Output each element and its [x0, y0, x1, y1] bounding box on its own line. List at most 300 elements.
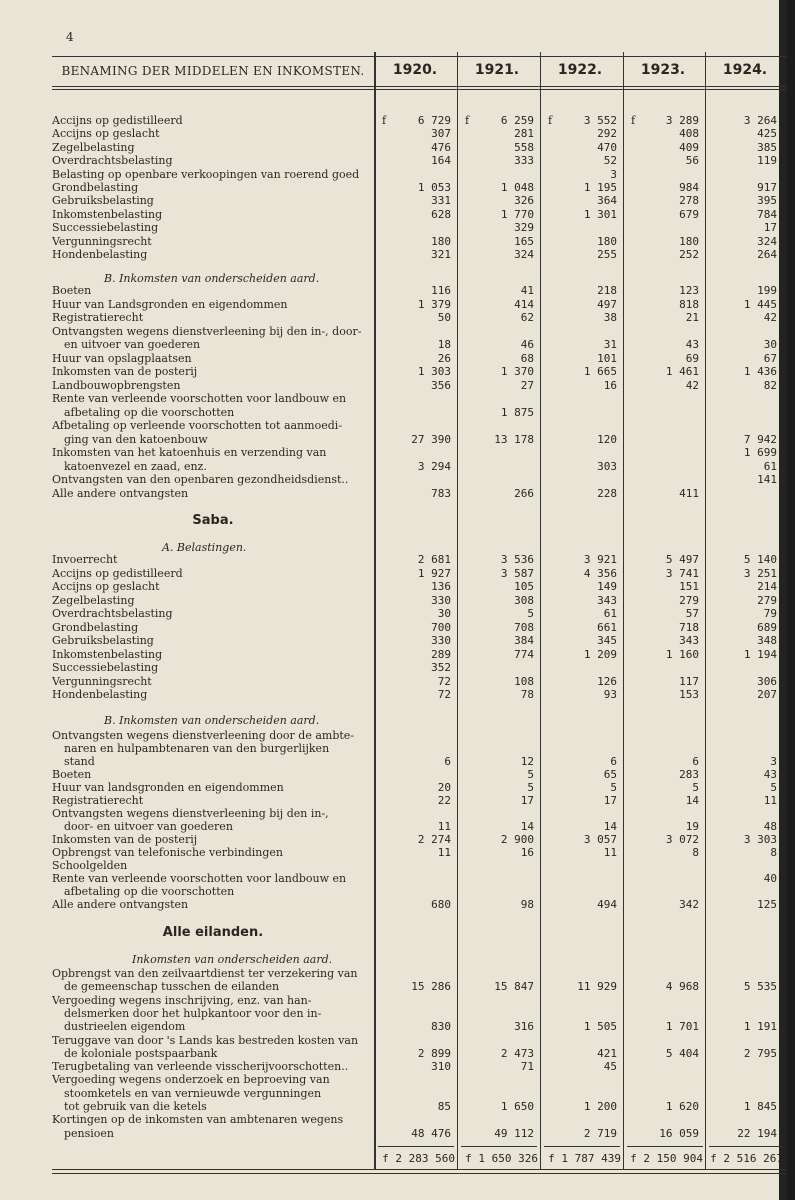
- row-label: Gebruiksbelasting: [52, 194, 154, 208]
- value-cell: 1 053: [417, 181, 451, 194]
- value-cell: 3 741: [665, 566, 699, 580]
- row-label: stand: [64, 755, 95, 768]
- table-row: [52, 1127, 782, 1140]
- value-cell: 1 650: [500, 1100, 534, 1113]
- value-cell: 14: [603, 820, 617, 833]
- row-label: Zegelbelasting: [52, 593, 135, 607]
- value-cell: 1 875: [500, 405, 534, 419]
- value-cell: 984: [679, 181, 699, 194]
- row-label: Inkomsten van de posterij: [52, 365, 198, 378]
- value-cell: 1 209: [583, 647, 617, 661]
- value-cell: 20: [437, 781, 451, 794]
- header-rule-top: [52, 56, 786, 57]
- value-cell: 1 048: [500, 181, 534, 194]
- value-cell: 153: [679, 688, 699, 701]
- value-cell: 917: [757, 181, 777, 194]
- total-value-1920: f 2 283 560: [382, 1152, 455, 1165]
- value-cell: 11: [437, 820, 451, 833]
- value-cell: 352: [431, 661, 451, 674]
- value-cell: 289: [431, 647, 451, 661]
- row-label: de gemeenschap tusschen de eilanden: [64, 980, 280, 994]
- value-cell: 281: [514, 127, 534, 141]
- row-label: Landbouwopbrengsten: [52, 378, 181, 392]
- value-cell: 3 264: [743, 114, 777, 127]
- row-label: Accijns op gedistilleerd: [52, 566, 183, 580]
- table-row: [52, 621, 782, 634]
- table-row: [52, 284, 782, 297]
- table-row: [52, 114, 782, 127]
- value-cell: 385: [757, 140, 777, 154]
- value-cell: 476: [431, 140, 451, 154]
- table-row: [52, 154, 782, 167]
- section-subheading-text: B. Inkomsten van onderscheiden aard.: [104, 714, 320, 727]
- row-label: Overdrachtsbelasting: [52, 154, 173, 168]
- total-value-1921: f 1 650 326: [465, 1152, 538, 1165]
- value-cell: 228: [597, 486, 617, 500]
- row-label: Ontvangsten van den openbaren gezondheidsdienst..: [52, 473, 349, 486]
- table-row: [52, 820, 782, 833]
- value-cell: 3 552: [583, 114, 617, 127]
- value-cell: 214: [757, 580, 777, 593]
- column-header-label: BENAMING DER MIDDELEN EN INKOMSTEN.: [61, 64, 365, 78]
- value-cell: 57: [685, 607, 699, 620]
- table-row: [52, 338, 782, 351]
- table-row: [52, 1007, 782, 1020]
- value-cell: 43: [763, 768, 777, 781]
- value-cell: 101: [597, 351, 617, 365]
- table-row: [52, 885, 782, 898]
- table-row: [52, 1113, 782, 1126]
- currency-mark: f: [548, 114, 553, 127]
- row-label: delsmerken door het hulpkantoor voor den in-: [64, 1006, 322, 1020]
- row-label: Inkomsten van het katoenhuis en verzending van: [52, 446, 327, 459]
- value-cell: 6 259: [500, 114, 534, 127]
- row-label: Vergoeding wegens onderzoek en beproeving van: [52, 1073, 330, 1087]
- value-cell: 1 191: [743, 1020, 777, 1034]
- column-header-year: 1920.: [392, 62, 438, 78]
- value-cell: 5: [610, 781, 617, 794]
- total-value-1922: f 1 787 439: [548, 1152, 621, 1165]
- section-subheading-text: A. Belastingen.: [162, 541, 247, 554]
- row-label: Huur van Landsgronden en eigendommen: [52, 297, 288, 311]
- value-cell: 329: [514, 221, 534, 235]
- table-row: [52, 794, 782, 807]
- value-cell: 1 665: [583, 365, 617, 378]
- row-label: dustrieelen eigendom: [64, 1020, 186, 1034]
- row-label: Hondenbelasting: [52, 248, 148, 261]
- value-cell: 17: [763, 221, 777, 235]
- row-label: Afbetaling op verleende voorschotten tot aanmoedi-: [52, 419, 342, 432]
- row-label: afbetaling op die voorschotten: [64, 405, 235, 419]
- value-cell: 1 461: [665, 365, 699, 378]
- value-cell: 279: [679, 593, 699, 607]
- table-row: [52, 634, 782, 647]
- table-row: [52, 392, 782, 405]
- table-row: [52, 352, 782, 365]
- value-cell: 784: [757, 207, 777, 221]
- row-label: Ontvangsten wegens dienstverleening bij den in-, door-: [52, 324, 362, 338]
- value-cell: 818: [679, 297, 699, 311]
- value-cell: 119: [757, 154, 777, 168]
- value-cell: 105: [514, 580, 534, 593]
- value-cell: 180: [597, 234, 617, 248]
- value-cell: 6: [444, 755, 451, 768]
- table-row: [52, 235, 782, 248]
- table-row: [52, 994, 782, 1007]
- table-row: [52, 325, 782, 338]
- value-cell: 3 057: [583, 833, 617, 846]
- table-row: [52, 833, 782, 846]
- value-cell: 126: [597, 674, 617, 688]
- value-cell: 1 445: [743, 297, 777, 311]
- value-cell: 3 303: [743, 833, 777, 846]
- table-row: [52, 859, 782, 872]
- value-cell: 165: [514, 234, 534, 248]
- value-cell: 1 370: [500, 365, 534, 378]
- value-cell: 7 942: [743, 432, 777, 446]
- value-cell: 164: [431, 154, 451, 168]
- row-label: Teruggave van door 's Lands kas bestreden kosten van: [52, 1033, 359, 1047]
- value-cell: 125: [757, 898, 777, 911]
- row-label: Schoolgelden: [52, 859, 128, 872]
- value-cell: 151: [679, 580, 699, 593]
- table-row: [52, 729, 782, 742]
- value-cell: 414: [514, 297, 534, 311]
- row-label: Rente van verleende voorschotten voor landbouw en: [52, 392, 347, 405]
- value-cell: 8: [770, 846, 777, 859]
- value-cell: 324: [514, 248, 534, 261]
- value-cell: 14: [520, 820, 534, 833]
- value-cell: 123: [679, 284, 699, 297]
- value-cell: 708: [514, 620, 534, 634]
- value-cell: 49 112: [494, 1126, 534, 1140]
- value-cell: 278: [679, 194, 699, 208]
- value-cell: 6: [692, 755, 699, 768]
- table-row: [52, 846, 782, 859]
- value-cell: 1 379: [417, 297, 451, 311]
- value-cell: 252: [679, 248, 699, 261]
- value-cell: 5 404: [665, 1046, 699, 1060]
- value-cell: 15 286: [411, 980, 451, 994]
- value-cell: 264: [757, 248, 777, 261]
- value-cell: 30: [437, 607, 451, 620]
- value-cell: 324: [757, 234, 777, 248]
- table-row: [52, 194, 782, 207]
- row-label: Invoerrecht: [52, 553, 118, 566]
- value-cell: 141: [757, 473, 777, 486]
- value-cell: 16: [603, 378, 617, 392]
- value-cell: 18: [437, 338, 451, 351]
- row-label: Boeten: [52, 284, 92, 297]
- section-title-saba: Saba.: [192, 513, 234, 528]
- currency-mark: f: [465, 114, 470, 127]
- row-label: Boeten: [52, 768, 92, 781]
- section-subheading-text: B. Inkomsten van onderscheiden aard.: [104, 272, 320, 285]
- value-cell: 72: [437, 688, 451, 701]
- table-row: [52, 379, 782, 392]
- row-label: Vergunningsrecht: [52, 234, 152, 248]
- value-cell: 679: [679, 207, 699, 221]
- section-subheading: [52, 541, 782, 554]
- value-cell: 85: [437, 1100, 451, 1113]
- value-cell: 1 770: [500, 207, 534, 221]
- value-cell: 558: [514, 140, 534, 154]
- row-label: Inkomstenbelasting: [52, 647, 163, 661]
- value-cell: 1 436: [743, 365, 777, 378]
- total-rule: [544, 1146, 620, 1147]
- row-label: Vergoeding wegens inschrijving, enz. van han-: [52, 993, 312, 1007]
- value-cell: 411: [679, 486, 699, 500]
- value-cell: 68: [520, 351, 534, 365]
- value-cell: 321: [431, 248, 451, 261]
- value-cell: 2 795: [743, 1046, 777, 1060]
- value-cell: 774: [514, 647, 534, 661]
- value-cell: 494: [597, 898, 617, 911]
- table-row: [52, 675, 782, 688]
- value-cell: 136: [431, 580, 451, 593]
- value-cell: 13 178: [494, 432, 534, 446]
- section-subheading: [52, 714, 782, 727]
- table-row: [52, 1034, 782, 1047]
- value-cell: 48 476: [411, 1126, 451, 1140]
- row-label: Registratierecht: [52, 311, 144, 324]
- value-cell: 11 929: [577, 980, 617, 994]
- table-row: [52, 1060, 782, 1073]
- value-cell: 149: [597, 580, 617, 593]
- table-row: [52, 473, 782, 486]
- currency-mark: f: [631, 114, 636, 127]
- row-label: Vergunningsrecht: [52, 674, 152, 688]
- table-row: [52, 248, 782, 261]
- value-cell: 1 303: [417, 365, 451, 378]
- total-rule: [461, 1146, 537, 1147]
- value-cell: 279: [757, 593, 777, 607]
- row-label: Ontvangsten wegens dienstverleening door de ambte-: [52, 729, 355, 742]
- value-cell: 2 274: [417, 833, 451, 846]
- value-cell: 384: [514, 634, 534, 647]
- total-value-1924: f 2 516 267: [710, 1152, 783, 1165]
- table-row: [52, 781, 782, 794]
- table-row: [52, 567, 782, 580]
- value-cell: 1 620: [665, 1100, 699, 1113]
- row-label: Huur van landsgronden en eigendommen: [52, 781, 284, 794]
- value-cell: 218: [597, 284, 617, 297]
- value-cell: 3 294: [417, 459, 451, 473]
- value-cell: 6 729: [417, 114, 451, 127]
- column-header-year: 1922.: [557, 62, 603, 78]
- value-cell: 3 536: [500, 553, 534, 566]
- value-cell: 11: [437, 846, 451, 859]
- value-cell: 331: [431, 194, 451, 208]
- table-row: [52, 807, 782, 820]
- value-cell: 46: [520, 338, 534, 351]
- value-cell: 2 899: [417, 1046, 451, 1060]
- value-cell: 316: [514, 1020, 534, 1034]
- value-cell: 11: [603, 846, 617, 859]
- value-cell: 82: [763, 378, 777, 392]
- value-cell: 48: [763, 820, 777, 833]
- table-row: [52, 1020, 782, 1033]
- value-cell: 5 140: [743, 553, 777, 566]
- value-cell: 6: [610, 755, 617, 768]
- header-rule-bottom-double: [52, 89, 786, 90]
- row-label: Huur van opslagplaatsen: [52, 351, 192, 365]
- value-cell: 117: [679, 674, 699, 688]
- value-cell: 8: [692, 846, 699, 859]
- value-cell: 22: [437, 794, 451, 807]
- currency-mark: f: [382, 114, 387, 127]
- value-cell: 470: [597, 140, 617, 154]
- value-cell: 180: [679, 234, 699, 248]
- value-cell: 207: [757, 688, 777, 701]
- value-cell: 1 194: [743, 647, 777, 661]
- value-cell: 5 497: [665, 553, 699, 566]
- value-cell: 308: [514, 593, 534, 607]
- table-row: [52, 181, 782, 194]
- value-cell: 65: [603, 768, 617, 781]
- table-row: [52, 648, 782, 661]
- row-label: en uitvoer van goederen: [64, 338, 201, 351]
- column-header-year: 1921.: [474, 62, 520, 78]
- value-cell: 26: [437, 351, 451, 365]
- value-cell: 40: [763, 872, 777, 885]
- value-cell: 27: [520, 378, 534, 392]
- value-cell: 326: [514, 194, 534, 208]
- row-label: Terugbetaling van verleende visscherijvoorschotten..: [52, 1060, 349, 1074]
- row-label: ging van den katoenbouw: [64, 432, 208, 446]
- column-header-year: 1923.: [640, 62, 686, 78]
- value-cell: 3 921: [583, 553, 617, 566]
- value-cell: 30: [763, 338, 777, 351]
- table-row: [52, 168, 782, 181]
- value-cell: 21: [685, 311, 699, 324]
- value-cell: 5 535: [743, 980, 777, 994]
- value-cell: 31: [603, 338, 617, 351]
- row-label: Alle andere ontvangsten: [52, 898, 189, 911]
- value-cell: 689: [757, 620, 777, 634]
- table-row: [52, 406, 782, 419]
- bottom-rule: [52, 1169, 786, 1170]
- value-cell: 283: [679, 768, 699, 781]
- table-row: [52, 446, 782, 459]
- value-cell: 395: [757, 194, 777, 208]
- value-cell: 680: [431, 898, 451, 911]
- value-cell: 1 699: [743, 446, 777, 459]
- value-cell: 4 968: [665, 980, 699, 994]
- value-cell: 1 301: [583, 207, 617, 221]
- value-cell: 62: [520, 311, 534, 324]
- table-row: [52, 1073, 782, 1086]
- table-row: [52, 580, 782, 593]
- value-cell: 3 289: [665, 114, 699, 127]
- value-cell: 292: [597, 127, 617, 141]
- value-cell: 14: [685, 794, 699, 807]
- value-cell: 12: [520, 755, 534, 768]
- value-cell: 345: [597, 634, 617, 647]
- value-cell: 307: [431, 127, 451, 141]
- value-cell: 3 251: [743, 566, 777, 580]
- table-row: [52, 1047, 782, 1060]
- total-value-1923: f 2 150 904: [630, 1152, 703, 1165]
- value-cell: 199: [757, 284, 777, 297]
- total-rule: [627, 1146, 703, 1147]
- value-cell: 255: [597, 248, 617, 261]
- value-cell: 69: [685, 351, 699, 365]
- table-row: [52, 688, 782, 701]
- value-cell: 3 072: [665, 833, 699, 846]
- value-cell: 2 719: [583, 1126, 617, 1140]
- value-cell: 42: [763, 311, 777, 324]
- value-cell: 180: [431, 234, 451, 248]
- row-label: Grondbelasting: [52, 181, 139, 194]
- value-cell: 342: [679, 898, 699, 911]
- row-label: Belasting op openbare verkoopingen van roerend goed: [52, 167, 360, 181]
- value-cell: 3: [770, 755, 777, 768]
- table-row: [52, 898, 782, 911]
- table-row: [52, 127, 782, 140]
- page-number: 4: [66, 30, 74, 44]
- value-cell: 266: [514, 486, 534, 500]
- value-cell: 310: [431, 1060, 451, 1074]
- value-cell: 78: [520, 688, 534, 701]
- table-row: [52, 661, 782, 674]
- section-subheading: [52, 953, 782, 966]
- row-label: Inkomsten van de posterij: [52, 833, 198, 846]
- value-cell: 2 900: [500, 833, 534, 846]
- section-subheading: [52, 272, 782, 285]
- value-cell: 1 927: [417, 566, 451, 580]
- value-cell: 1 195: [583, 181, 617, 194]
- table-row: [52, 221, 782, 234]
- table-row: [52, 487, 782, 500]
- row-label: Accijns op geslacht: [52, 580, 160, 593]
- value-cell: 116: [431, 284, 451, 297]
- value-cell: 52: [603, 154, 617, 168]
- row-label: tot gebruik van die ketels: [64, 1100, 207, 1113]
- value-cell: 330: [431, 634, 451, 647]
- table-row: [52, 755, 782, 768]
- value-cell: 16: [520, 846, 534, 859]
- value-cell: 98: [520, 898, 534, 911]
- value-cell: 333: [514, 154, 534, 168]
- value-cell: 19: [685, 820, 699, 833]
- table-row: [52, 768, 782, 781]
- table-row: [52, 433, 782, 446]
- bottom-rule-double: [52, 1173, 786, 1174]
- row-label: Kortingen op de inkomsten van ambtenaren wegens: [52, 1113, 344, 1127]
- row-label: Successiebelasting: [52, 221, 159, 235]
- row-label: de koloniale postspaarbank: [64, 1046, 218, 1060]
- value-cell: 348: [757, 634, 777, 647]
- value-cell: 56: [685, 154, 699, 168]
- value-cell: 830: [431, 1020, 451, 1034]
- row-label: katoenvezel en zaad, enz.: [64, 459, 207, 473]
- table-row: [52, 742, 782, 755]
- value-cell: 1 845: [743, 1100, 777, 1113]
- table-row: [52, 365, 782, 378]
- table-row: [52, 298, 782, 311]
- total-rule: [378, 1146, 454, 1147]
- value-cell: 2 681: [417, 553, 451, 566]
- value-cell: 3 587: [500, 566, 534, 580]
- value-cell: 41: [520, 284, 534, 297]
- table-row: [52, 419, 782, 432]
- value-cell: 303: [597, 459, 617, 473]
- value-cell: 5: [527, 607, 534, 620]
- value-cell: 27 390: [411, 432, 451, 446]
- value-cell: 497: [597, 297, 617, 311]
- row-label: afbetaling op die voorschotten: [64, 885, 235, 898]
